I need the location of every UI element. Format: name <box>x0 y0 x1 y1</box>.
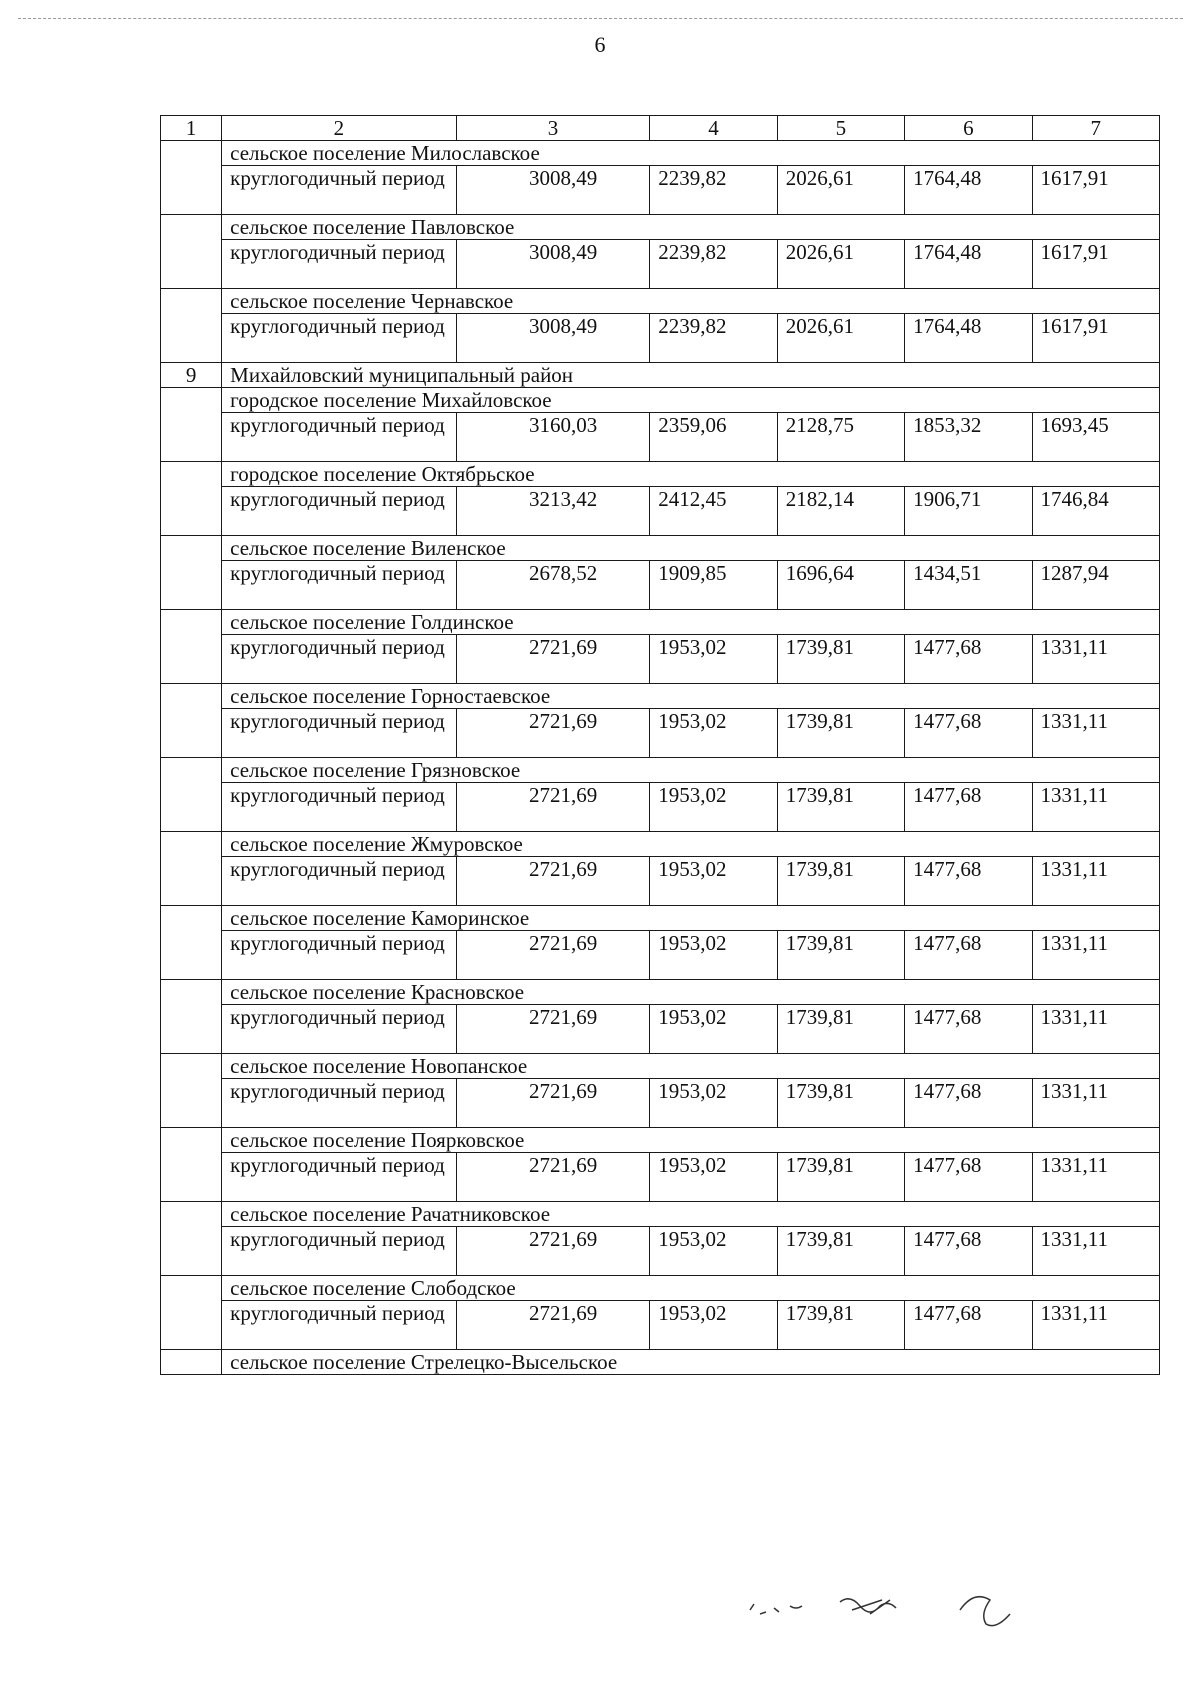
value-cell: 1764,48 <box>905 240 1032 289</box>
settlement-row <box>161 388 1160 413</box>
value-cell: 1331,11 <box>1032 1005 1159 1054</box>
value-cell: 2026,61 <box>777 314 904 363</box>
settlement-name: городское поселение Михайловское <box>222 388 1160 413</box>
period-row <box>161 561 1160 610</box>
value-cell: 1953,02 <box>650 931 777 980</box>
settlement-name: сельское поселение Красновское <box>222 980 1160 1005</box>
period-label: круглогодичный период <box>222 413 456 462</box>
value-cell: 1739,81 <box>777 1079 904 1128</box>
value-cell: 1331,11 <box>1032 1301 1159 1350</box>
settlement-name: сельское поселение Милославское <box>222 141 1160 166</box>
row-index-cell <box>161 289 222 363</box>
period-label: круглогодичный период <box>222 783 456 832</box>
value-cell: 1853,32 <box>905 413 1032 462</box>
value-cell: 1739,81 <box>777 931 904 980</box>
period-row <box>161 314 1160 363</box>
settlement-row <box>161 141 1160 166</box>
value-cell: 2721,69 <box>456 857 650 906</box>
value-cell: 2721,69 <box>456 931 650 980</box>
period-row <box>161 166 1160 215</box>
value-cell: 2182,14 <box>777 487 904 536</box>
value-cell: 1477,68 <box>905 1153 1032 1202</box>
settlement-row <box>161 1128 1160 1153</box>
settlement-row <box>161 1202 1160 1227</box>
period-label: круглогодичный период <box>222 1301 456 1350</box>
value-cell: 3008,49 <box>456 166 650 215</box>
row-index-cell <box>161 610 222 684</box>
value-cell: 1477,68 <box>905 1079 1032 1128</box>
settlement-name: сельское поселение Виленское <box>222 536 1160 561</box>
value-cell: 1953,02 <box>650 857 777 906</box>
period-label: круглогодичный период <box>222 487 456 536</box>
value-cell: 1331,11 <box>1032 635 1159 684</box>
tariff-table <box>160 115 1160 1375</box>
settlement-row <box>161 684 1160 709</box>
district-row <box>161 363 1160 388</box>
period-row <box>161 709 1160 758</box>
value-cell: 2721,69 <box>456 1153 650 1202</box>
header-cell: 6 <box>905 116 1032 141</box>
settlement-row <box>161 610 1160 635</box>
period-label: круглогодичный период <box>222 561 456 610</box>
row-index-cell <box>161 1350 222 1375</box>
value-cell: 1693,45 <box>1032 413 1159 462</box>
row-index-cell <box>161 832 222 906</box>
settlement-row <box>161 1276 1160 1301</box>
settlement-row <box>161 906 1160 931</box>
value-cell: 1477,68 <box>905 857 1032 906</box>
period-row <box>161 635 1160 684</box>
period-row <box>161 857 1160 906</box>
value-cell: 1434,51 <box>905 561 1032 610</box>
period-row <box>161 1227 1160 1276</box>
value-cell: 1477,68 <box>905 1227 1032 1276</box>
value-cell: 1953,02 <box>650 635 777 684</box>
period-label: круглогодичный период <box>222 709 456 758</box>
period-row <box>161 487 1160 536</box>
settlement-row <box>161 1054 1160 1079</box>
header-cell: 4 <box>650 116 777 141</box>
value-cell: 2721,69 <box>456 1301 650 1350</box>
value-cell: 1477,68 <box>905 1005 1032 1054</box>
row-index-cell <box>161 1202 222 1276</box>
period-label: круглогодичный период <box>222 166 456 215</box>
value-cell: 1739,81 <box>777 1005 904 1054</box>
value-cell: 2026,61 <box>777 166 904 215</box>
settlement-name: сельское поселение Горностаевское <box>222 684 1160 709</box>
settlement-name: сельское поселение Павловское <box>222 215 1160 240</box>
value-cell: 1739,81 <box>777 1227 904 1276</box>
value-cell: 1739,81 <box>777 783 904 832</box>
value-cell: 3008,49 <box>456 240 650 289</box>
period-label: круглогодичный период <box>222 1005 456 1054</box>
row-index-cell <box>161 906 222 980</box>
settlement-row <box>161 980 1160 1005</box>
row-index-cell <box>161 215 222 289</box>
value-cell: 2239,82 <box>650 314 777 363</box>
value-cell: 1477,68 <box>905 709 1032 758</box>
value-cell: 1953,02 <box>650 1005 777 1054</box>
value-cell: 1331,11 <box>1032 1153 1159 1202</box>
settlement-name: сельское поселение Жмуровское <box>222 832 1160 857</box>
settlement-name: сельское поселение Каморинское <box>222 906 1160 931</box>
settlement-name: сельское поселение Грязновское <box>222 758 1160 783</box>
row-index-cell <box>161 388 222 462</box>
value-cell: 2721,69 <box>456 1079 650 1128</box>
value-cell: 2721,69 <box>456 1227 650 1276</box>
district-index: 9 <box>161 363 222 388</box>
value-cell: 3160,03 <box>456 413 650 462</box>
period-label: круглогодичный период <box>222 1153 456 1202</box>
value-cell: 1953,02 <box>650 1301 777 1350</box>
value-cell: 1909,85 <box>650 561 777 610</box>
period-row <box>161 240 1160 289</box>
value-cell: 2359,06 <box>650 413 777 462</box>
period-row <box>161 1079 1160 1128</box>
value-cell: 1953,02 <box>650 783 777 832</box>
settlement-row <box>161 536 1160 561</box>
value-cell: 1331,11 <box>1032 857 1159 906</box>
value-cell: 2678,52 <box>456 561 650 610</box>
value-cell: 1477,68 <box>905 931 1032 980</box>
value-cell: 2412,45 <box>650 487 777 536</box>
value-cell: 1764,48 <box>905 314 1032 363</box>
header-cell: 7 <box>1032 116 1159 141</box>
settlement-name: сельское поселение Голдинское <box>222 610 1160 635</box>
period-row <box>161 1153 1160 1202</box>
value-cell: 1739,81 <box>777 857 904 906</box>
value-cell: 1617,91 <box>1032 240 1159 289</box>
value-cell: 1477,68 <box>905 635 1032 684</box>
period-label: круглогодичный период <box>222 1227 456 1276</box>
value-cell: 1739,81 <box>777 709 904 758</box>
value-cell: 1953,02 <box>650 709 777 758</box>
row-index-cell <box>161 141 222 215</box>
value-cell: 1739,81 <box>777 635 904 684</box>
settlement-row <box>161 1350 1160 1375</box>
value-cell: 1739,81 <box>777 1153 904 1202</box>
period-row <box>161 1005 1160 1054</box>
settlement-row <box>161 832 1160 857</box>
value-cell: 1906,71 <box>905 487 1032 536</box>
value-cell: 1953,02 <box>650 1153 777 1202</box>
value-cell: 1331,11 <box>1032 1227 1159 1276</box>
value-cell: 1617,91 <box>1032 166 1159 215</box>
settlement-name: сельское поселение Чернавское <box>222 289 1160 314</box>
row-index-cell <box>161 758 222 832</box>
value-cell: 1617,91 <box>1032 314 1159 363</box>
settlement-name: сельское поселение Рачатниковское <box>222 1202 1160 1227</box>
value-cell: 2721,69 <box>456 635 650 684</box>
value-cell: 1953,02 <box>650 1079 777 1128</box>
header-cell: 5 <box>777 116 904 141</box>
settlement-name: сельское поселение Слободское <box>222 1276 1160 1301</box>
settlement-row <box>161 215 1160 240</box>
signature-scribble <box>740 1580 1100 1640</box>
settlement-row <box>161 462 1160 487</box>
value-cell: 1764,48 <box>905 166 1032 215</box>
period-label: круглогодичный период <box>222 1079 456 1128</box>
settlement-name: сельское поселение Стрелецко-Высельское <box>222 1350 1160 1375</box>
settlement-name: городское поселение Октябрьское <box>222 462 1160 487</box>
value-cell: 1331,11 <box>1032 709 1159 758</box>
value-cell: 2239,82 <box>650 240 777 289</box>
value-cell: 3213,42 <box>456 487 650 536</box>
value-cell: 2721,69 <box>456 1005 650 1054</box>
settlement-row <box>161 289 1160 314</box>
value-cell: 1331,11 <box>1032 783 1159 832</box>
period-label: круглогодичный период <box>222 635 456 684</box>
value-cell: 2026,61 <box>777 240 904 289</box>
row-index-cell <box>161 536 222 610</box>
header-row <box>161 116 1160 141</box>
value-cell: 1477,68 <box>905 783 1032 832</box>
header-cell: 3 <box>456 116 650 141</box>
settlement-name: сельское поселение Новопанское <box>222 1054 1160 1079</box>
value-cell: 1746,84 <box>1032 487 1159 536</box>
scan-edge-line <box>18 18 1183 19</box>
district-name: Михайловский муниципальный район <box>222 363 1160 388</box>
page-number: 6 <box>594 32 606 57</box>
row-index-cell <box>161 1128 222 1202</box>
header-cell: 2 <box>222 116 456 141</box>
period-row <box>161 1301 1160 1350</box>
period-label: круглогодичный период <box>222 931 456 980</box>
period-row <box>161 413 1160 462</box>
value-cell: 2721,69 <box>456 709 650 758</box>
row-index-cell <box>161 684 222 758</box>
value-cell: 2128,75 <box>777 413 904 462</box>
value-cell: 1331,11 <box>1032 931 1159 980</box>
value-cell: 1331,11 <box>1032 1079 1159 1128</box>
value-cell: 1696,64 <box>777 561 904 610</box>
settlement-row <box>161 758 1160 783</box>
row-index-cell <box>161 980 222 1054</box>
period-row <box>161 931 1160 980</box>
value-cell: 1953,02 <box>650 1227 777 1276</box>
period-label: круглогодичный период <box>222 240 456 289</box>
value-cell: 1739,81 <box>777 1301 904 1350</box>
value-cell: 3008,49 <box>456 314 650 363</box>
period-row <box>161 783 1160 832</box>
row-index-cell <box>161 462 222 536</box>
value-cell: 2721,69 <box>456 783 650 832</box>
value-cell: 2239,82 <box>650 166 777 215</box>
header-cell: 1 <box>161 116 222 141</box>
period-label: круглогодичный период <box>222 314 456 363</box>
period-label: круглогодичный период <box>222 857 456 906</box>
row-index-cell <box>161 1054 222 1128</box>
settlement-name: сельское поселение Поярковское <box>222 1128 1160 1153</box>
value-cell: 1287,94 <box>1032 561 1159 610</box>
value-cell: 1477,68 <box>905 1301 1032 1350</box>
row-index-cell <box>161 1276 222 1350</box>
